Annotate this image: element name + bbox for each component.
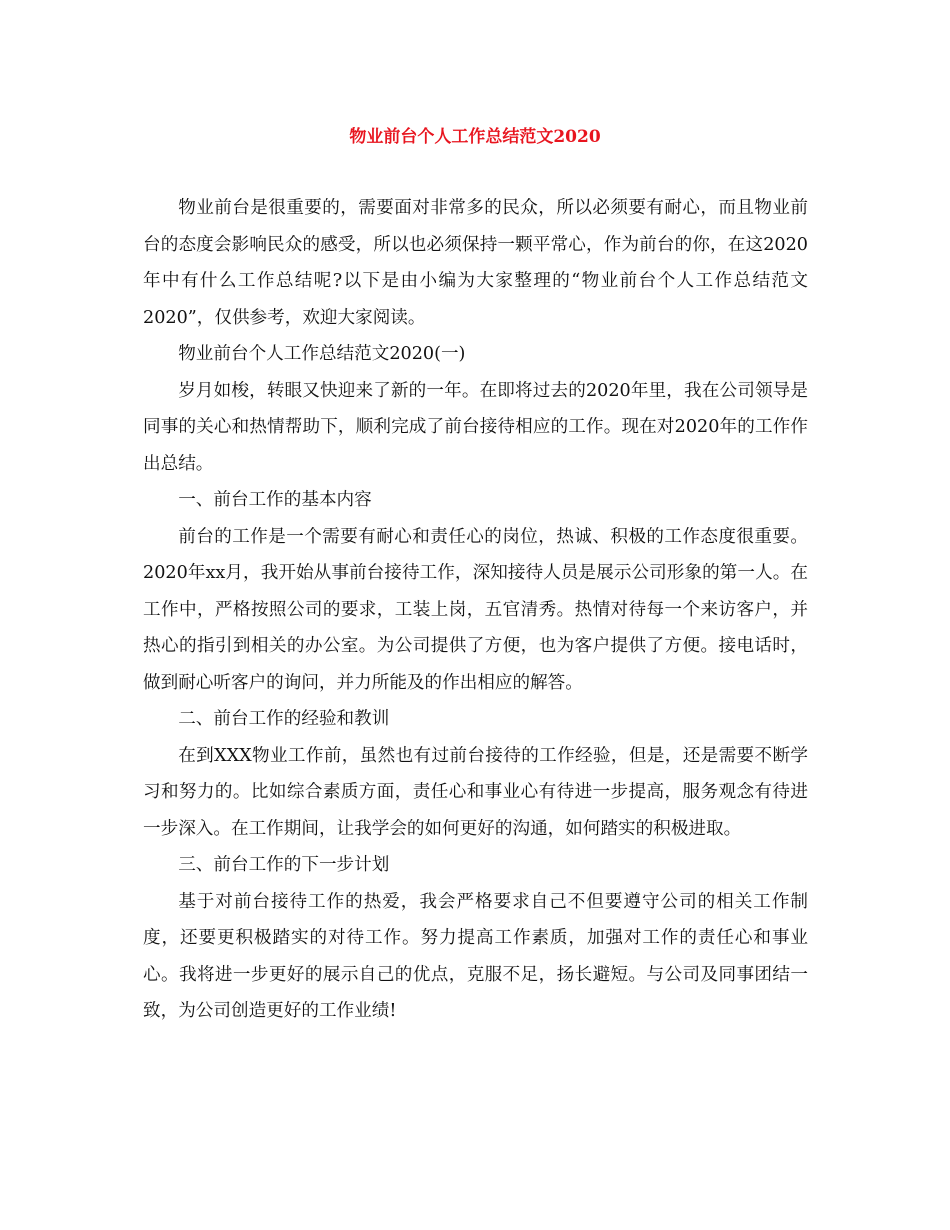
paragraph-experience: 在到XXX物业工作前，虽然也有过前台接待的工作经验，但是，还是需要不断学习和努力的。比如综合素质方面，责任心和事业心有待进一步提高，服务观念有待进一步深入。在工作期间，让我学会的如何更好的沟通，如何踏实的积极进取。 — [143, 745, 808, 839]
section-heading-experience: 二、前台工作的经验和教训 — [178, 709, 390, 729]
section-heading-sample-one: 物业前台个人工作总结范文2020(一) — [178, 344, 466, 364]
section-heading-next-plan: 三、前台工作的下一步计划 — [178, 855, 390, 875]
intro-paragraph: 物业前台是很重要的，需要面对非常多的民众，所以必须要有耐心，而且物业前台的态度会影响民众的感受，所以也必须保持一颗平常心，作为前台的你，在这2020年中有什么工作总结呢?以下是由小编为大家整理的“物业前台个人工作总结范文2020”，仅供参考，欢迎大家阅读。 — [143, 198, 808, 328]
section-heading-basic-content: 一、前台工作的基本内容 — [178, 490, 372, 510]
document-title: 物业前台个人工作总结范文2020 — [349, 127, 601, 147]
paragraph-basic-content: 前台的工作是一个需要有耐心和责任心的岗位，热诚、积极的工作态度很重要。2020年xx月，我开始从事前台接待工作，深知接待人员是展示公司形象的第一人。在工作中，严格按照公司的要求，工装上岗，五官清秀。热情对待每一个来访客户，并热心的指引到相关的办公室。为公司提供了方便，也为客户提供了方便。接电话时，做到耐心听客户的询问，并力所能及的作出相应的解答。 — [143, 526, 808, 693]
document-body — [143, 190, 808, 1030]
paragraph-opening: 岁月如梭，转眼又快迎来了新的一年。在即将过去的2020年里，我在公司领导是同事的关心和热情帮助下，顺利完成了前台接待相应的工作。现在对2020年的工作作出总结。 — [143, 380, 808, 474]
paragraph-next-plan: 基于对前台接待工作的热爱，我会严格要求自己不但要遵守公司的相关工作制度，还要更积极踏实的对待工作。努力提高工作素质，加强对工作的责任心和事业心。我将进一步更好的展示自己的优点，克服不足，扬长避短。与公司及同事团结一致，为公司创造更好的工作业绩! — [143, 891, 808, 1021]
